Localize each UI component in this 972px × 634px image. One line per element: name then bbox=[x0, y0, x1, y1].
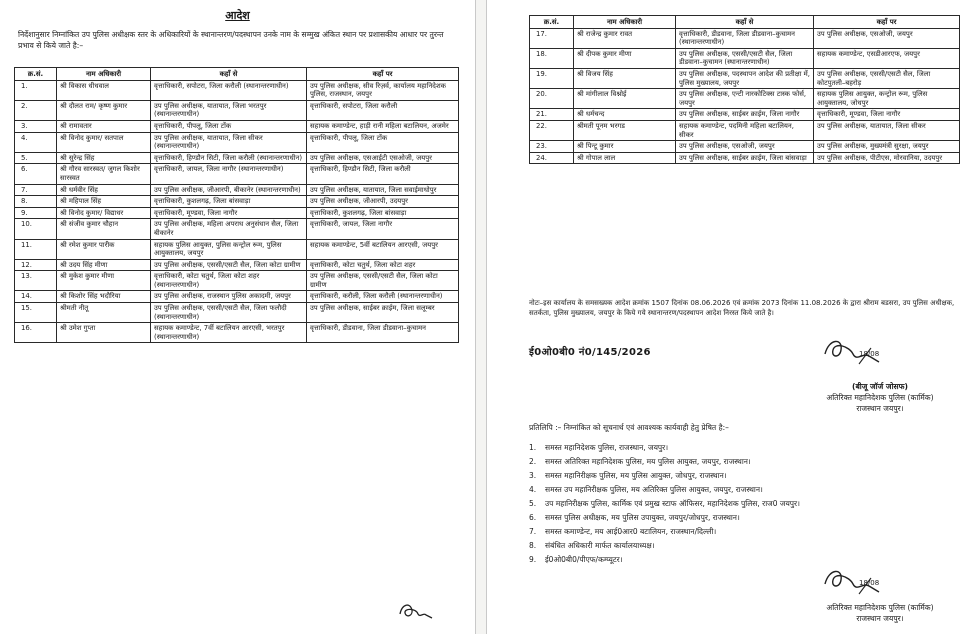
cell-officer-name: श्री विनोद कुमार/ सतपाल bbox=[57, 132, 151, 152]
cell-serial: 15. bbox=[15, 303, 57, 323]
signature-date: 18/08 bbox=[859, 350, 880, 358]
cell-officer-name: श्री विनोद कुमार/ विद्याधर bbox=[57, 207, 151, 219]
cell-officer-name: श्रीमती नीतू bbox=[57, 303, 151, 323]
cell-officer-name: श्री संजीव कुमार चौहान bbox=[57, 219, 151, 239]
table-row bbox=[15, 271, 459, 291]
cell-to: सहायक पुलिस आयुक्त, कन्ट्रोल रूम, पुलिस आयुक्तालय, जोधपुर bbox=[814, 89, 960, 109]
copy-list-number: 8. bbox=[529, 541, 537, 550]
table-row bbox=[15, 259, 459, 271]
cell-serial: 10. bbox=[15, 219, 57, 239]
cell-from: सहायक कमाण्डेन्ट, पदमिनी महिला बटालियन, सीकर bbox=[676, 120, 814, 140]
cell-to: उप पुलिस अधीक्षक, एसआईटी एसओजी, जयपुर bbox=[307, 152, 459, 164]
copy-list-item bbox=[529, 511, 949, 525]
cell-serial: 19. bbox=[530, 68, 574, 88]
cell-officer-name: श्री धर्मवीर सिंह bbox=[57, 184, 151, 196]
cell-serial: 20. bbox=[530, 89, 574, 109]
copy-list-text: संबंधित अधिकारी मार्फत कार्यालयाध्यक्ष। bbox=[545, 541, 655, 550]
header-to: कहाँ पर bbox=[814, 16, 960, 29]
cell-serial: 2. bbox=[15, 100, 57, 120]
cell-to: उप पुलिस अधीक्षक, पीटीएस, मोरवानिया, उदयपुर bbox=[814, 152, 960, 164]
cell-to: वृत्ताधिकारी, पीपलू, जिला टोंक bbox=[307, 132, 459, 152]
cell-officer-name: श्री राजेन्द्र कुमार रावत bbox=[574, 28, 676, 48]
cell-serial: 16. bbox=[15, 323, 57, 343]
cell-serial: 7. bbox=[15, 184, 57, 196]
cell-serial: 11. bbox=[15, 239, 57, 259]
cell-from: उप पुलिस अधीक्षक, महिला अपराध अनुसंधान सैल, जिला बीकानेर bbox=[151, 219, 307, 239]
cell-from: वृत्ताधिकारी, मूण्डवा, जिला नागौर bbox=[151, 207, 307, 219]
cell-from: उप पुलिस अधीक्षक, साईबर क्राईम, जिला नागौर bbox=[676, 109, 814, 121]
header-serial: क्र.सं. bbox=[15, 68, 57, 81]
cell-officer-name: श्री दीपक कुमार मीणा bbox=[574, 48, 676, 68]
table-row bbox=[15, 120, 459, 132]
cell-from: उप पुलिस अधीक्षक, एन्टी नारकोटिक्स टास्क फोर्स, जयपुर bbox=[676, 89, 814, 109]
cell-officer-name: श्री महिपाल सिंह bbox=[57, 196, 151, 208]
cell-to: उप पुलिस अधीक्षक, साईबर क्राईम, जिला सलूम्बर bbox=[307, 303, 459, 323]
copy-list-item bbox=[529, 455, 949, 469]
copy-list-number: 6. bbox=[529, 513, 537, 522]
header-serial: क्र.सं. bbox=[530, 16, 574, 29]
cell-officer-name: श्री मांगीलाल विश्नोई bbox=[574, 89, 676, 109]
order-page-left bbox=[0, 0, 476, 634]
copy-list-number: 2. bbox=[529, 457, 537, 466]
table-row bbox=[530, 141, 960, 153]
cell-to: उप पुलिस अधीक्षक, मुख्यमंत्री सुरक्षा, जयपुर bbox=[814, 141, 960, 153]
table-row bbox=[15, 239, 459, 259]
copy-list-number: 5. bbox=[529, 499, 537, 508]
copy-list-text: समस्त उप महानिरीक्षक पुलिस, मय अतिरिक्त पुलिस आयुक्त, जयपुर, राजस्थान। bbox=[545, 485, 763, 494]
table-row bbox=[530, 28, 960, 48]
cell-serial: 9. bbox=[15, 207, 57, 219]
table-row bbox=[15, 291, 459, 303]
cell-serial: 14. bbox=[15, 291, 57, 303]
cell-to: सहायक कमाण्डेन्ट, 5वीं बटालियन आरएसी, जयपुर bbox=[307, 239, 459, 259]
cell-serial: 13. bbox=[15, 271, 57, 291]
bottom-signatory-title: अतिरिक्त महानिदेशक पुलिस (कार्मिक) bbox=[826, 603, 934, 612]
cell-to: सहायक कमाण्डेन्ट, एसडीआरएफ, जयपुर bbox=[814, 48, 960, 68]
copy-list-item bbox=[529, 483, 949, 497]
cell-officer-name: श्री धर्मचन्द bbox=[574, 109, 676, 121]
cell-from: उप पुलिस अधीक्षक, एसओजी, जयपुर bbox=[676, 141, 814, 153]
cell-officer-name: श्री सुरेन्द्र सिंह bbox=[57, 152, 151, 164]
copy-list bbox=[529, 441, 949, 567]
table-row bbox=[530, 120, 960, 140]
cell-to: वृत्ताधिकारी, हिण्डौन सिटी, जिला करौली bbox=[307, 164, 459, 184]
cell-officer-name: श्री उदय सिंह मीणा bbox=[57, 259, 151, 271]
table-row bbox=[15, 152, 459, 164]
copy-list-text: ई0ओ0बी0/पीएफ/कम्प्यूटर। bbox=[545, 555, 623, 564]
cell-officer-name: श्री उमेश गुप्ता bbox=[57, 323, 151, 343]
table-row bbox=[15, 196, 459, 208]
cell-officer-name: श्री रामावतार bbox=[57, 120, 151, 132]
copy-list-number: 7. bbox=[529, 527, 537, 536]
bottom-signatory-block bbox=[787, 602, 972, 624]
cell-to: वृत्ताधिकारी, जायल, जिला नागौर bbox=[307, 219, 459, 239]
cell-to: उप पुलिस अधीक्षक, जीआरपी, उदयपुर bbox=[307, 196, 459, 208]
order-page-right bbox=[486, 0, 972, 634]
transfer-table-left bbox=[14, 67, 459, 343]
cell-serial: 6. bbox=[15, 164, 57, 184]
cell-from: वृत्ताधिकारी, पीपलू, जिला टोंक bbox=[151, 120, 307, 132]
cell-officer-name: श्री पिन्टू कुमार bbox=[574, 141, 676, 153]
cell-officer-name: श्री गौरव सारस्वत/ जुगल किशोर सारस्वत bbox=[57, 164, 151, 184]
table-header-row bbox=[15, 68, 459, 81]
cell-to: वृत्ताधिकारी, डीडवाना, जिला डीडवाना–कुचामन bbox=[307, 323, 459, 343]
cell-officer-name: श्री मुकेश कुमार मीणा bbox=[57, 271, 151, 291]
copy-list-number: 3. bbox=[529, 471, 537, 480]
order-intro: निर्देशानुसार निम्नांकित उप पुलिस अधीक्षक स्तर के अधिकारियों के स्थानान्तरण/पदस्थापन उनके नाम के सम्मुख अंकित स्थान पर प्रशासकीय आधार पर तुरन्त प्रभाव से किये जाते है:– bbox=[18, 30, 444, 50]
cell-serial: 23. bbox=[530, 141, 574, 153]
table-row bbox=[15, 207, 459, 219]
cell-to: उप पुलिस अधीक्षक, एससी/एसटी सैल, जिला कोटपुतली–बहरोड़ bbox=[814, 68, 960, 88]
copy-list-item bbox=[529, 497, 949, 511]
cell-to: वृत्ताधिकारी, मूण्डवा, जिला नागौर bbox=[814, 109, 960, 121]
cell-officer-name: श्री रमेश कुमार पारीक bbox=[57, 239, 151, 259]
bottom-signatory-place: राजस्थान जयपुर। bbox=[856, 614, 904, 623]
copy-list-number: 1. bbox=[529, 443, 537, 452]
table-header-row bbox=[530, 16, 960, 29]
cell-to: उप पुलिस अधीक्षक, सीव रिज़र्व, कार्यालय महानिदेशक पुलिस, राजस्थान, जयपुर bbox=[307, 80, 459, 100]
cell-from: वृत्ताधिकारी, कुशलगढ़, जिला बांसवाड़ा bbox=[151, 196, 307, 208]
cell-from: वृत्ताधिकारी, डीडवाना, जिला डीडवाना–कुचामन (स्थानान्तरणाधीन) bbox=[676, 28, 814, 48]
cell-to: वृत्ताधिकारी, सपोटरा, जिला करौली bbox=[307, 100, 459, 120]
copy-heading: प्रतिलिपि :– निम्नांकित को सूचनार्थ एवं आवश्यक कार्यवाही हेतु प्रेषित है:– bbox=[529, 423, 729, 432]
order-note: नोटः–इस कार्यालय के समसख्यक आदेश क्रमांक 1507 दिनांक 08.06.2026 एवं क्रमांक 2073 दिनांक 11.08.2026 के द्वारा श्रीराम बडसरा, उप पुलिस अधीक्षक, सतर्कता, पुलिस मुख्यालय, जयपुर के किये गये स्थानान्तरण/पदस्थापन आदेश निरस्त किये जाते है। bbox=[529, 299, 955, 317]
cell-from: उप पुलिस अधीक्षक, एससी/एसटी सैल, जिला डीडवाना–कुचामन (स्थानान्तरणाधीन) bbox=[676, 48, 814, 68]
copy-list-item bbox=[529, 539, 949, 553]
copy-list-item bbox=[529, 525, 949, 539]
copy-list-item bbox=[529, 469, 949, 483]
cell-to: उप पुलिस अधीक्षक, यातायात, जिला सवाईमाधोपुर bbox=[307, 184, 459, 196]
cell-to: उप पुलिस अधीक्षक, यातायात, जिला सीकर bbox=[814, 120, 960, 140]
transfer-table-right bbox=[529, 15, 960, 164]
cell-officer-name: श्री विजय सिंह bbox=[574, 68, 676, 88]
cell-officer-name: श्री किशोर सिंह भदौरिया bbox=[57, 291, 151, 303]
order-number: ई0ओ0बी0 नं0/145/2026 bbox=[529, 347, 651, 358]
cell-to: वृत्ताधिकारी, कुशलगढ़, जिला बांसवाड़ा bbox=[307, 207, 459, 219]
table-row bbox=[15, 132, 459, 152]
table-row bbox=[15, 100, 459, 120]
signatory-place: राजस्थान जयपुर। bbox=[856, 404, 904, 413]
order-title: आदेश bbox=[225, 9, 250, 22]
cell-serial: 1. bbox=[15, 80, 57, 100]
cell-from: वृत्ताधिकारी, कोटा चतुर्थ, जिला कोटा शहर (स्थानान्तरणाधीन) bbox=[151, 271, 307, 291]
cell-serial: 8. bbox=[15, 196, 57, 208]
cell-from: सहायक कमाण्डेन्ट, 7वीं बटालियन आरएसी, भरतपुर (स्थानान्तरणाधीन) bbox=[151, 323, 307, 343]
cell-to: उप पुलिस अधीक्षक, एससी/एसटी सैल, जिला कोटा ग्रामीण bbox=[307, 271, 459, 291]
table-row bbox=[15, 303, 459, 323]
copy-list-number: 9. bbox=[529, 555, 537, 564]
copy-list-text: समस्त कमाण्डेन्ट, मय आई0आर0 बटालियन, राजस्थान/दिल्ली। bbox=[545, 527, 717, 536]
cell-serial: 4. bbox=[15, 132, 57, 152]
copy-list-item bbox=[529, 441, 949, 455]
cell-from: उप पुलिस अधीक्षक, साईबर क्राईम, जिला बांसवाड़ा bbox=[676, 152, 814, 164]
initials-signature bbox=[396, 598, 438, 624]
header-from: कहाँ से bbox=[151, 68, 307, 81]
cell-officer-name: श्रीमती पूनम भरगड bbox=[574, 120, 676, 140]
table-row bbox=[530, 152, 960, 164]
cell-officer-name: श्री दौलत राम/ कृष्ण कुमार bbox=[57, 100, 151, 120]
cell-from: सहायक पुलिस आयुक्त, पुलिस कन्ट्रोल रूम, पुलिस आयुक्तालय, जयपुर bbox=[151, 239, 307, 259]
cell-to: सहायक कमाण्डेन्ट, हाड़ी रानी महिला बटालियन, अजमेर bbox=[307, 120, 459, 132]
table-row bbox=[15, 80, 459, 100]
cell-from: वृत्ताधिकारी, सपोटरा, जिला करौली (स्थानान्तरणाधीन) bbox=[151, 80, 307, 100]
signatory-block bbox=[787, 381, 972, 414]
signatory-name: (बीजू जॉर्ज जोसफ) bbox=[852, 382, 908, 391]
copy-list-text: समस्त अतिरिक्त महानिदेशक पुलिस, मय पुलिस आयुक्त, जयपुर, राजस्थान। bbox=[545, 457, 751, 466]
header-officer-name: नाम अधिकारी bbox=[57, 68, 151, 81]
table-row bbox=[15, 184, 459, 196]
signatory-title: अतिरिक्त महानिदेशक पुलिस (कार्मिक) bbox=[826, 393, 934, 402]
cell-from: उप पुलिस अधीक्षक, यातायात, जिला भरतपुर (स्थानान्तरणाधीन) bbox=[151, 100, 307, 120]
cell-serial: 22. bbox=[530, 120, 574, 140]
copy-list-text: समस्त महानिरीक्षक पुलिस, मय पुलिस आयुक्त, जोधपुर, राजस्थान। bbox=[545, 471, 727, 480]
cell-from: उप पुलिस अधीक्षक, एससी/एसटी सैल, जिला कोटा ग्रामीण bbox=[151, 259, 307, 271]
cell-serial: 17. bbox=[530, 28, 574, 48]
cell-officer-name: श्री गोपाल लाल bbox=[574, 152, 676, 164]
cell-from: वृत्ताधिकारी, हिण्डौन सिटी, जिला करौली (स्थानान्तरणाधीन) bbox=[151, 152, 307, 164]
table-row bbox=[15, 219, 459, 239]
cell-from: वृत्ताधिकारी, जायल, जिला नागौर (स्थानान्तरणाधीन) bbox=[151, 164, 307, 184]
cell-from: उप पुलिस अधीक्षक, यातायात, जिला सीकर (स्थानान्तरणाधीन) bbox=[151, 132, 307, 152]
table-row bbox=[15, 323, 459, 343]
cell-to: उप पुलिस अधीक्षक, एसओजी, जयपुर bbox=[814, 28, 960, 48]
copy-list-text: समस्त महानिदेशक पुलिस, राजस्थान, जयपुर। bbox=[545, 443, 669, 452]
cell-serial: 12. bbox=[15, 259, 57, 271]
cell-officer-name: श्री विकास धीधवाल bbox=[57, 80, 151, 100]
header-officer-name: नाम अधिकारी bbox=[574, 16, 676, 29]
cell-from: उप पुलिस अधीक्षक, राजस्थान पुलिस अकादमी, जयपुर bbox=[151, 291, 307, 303]
copy-list-number: 4. bbox=[529, 485, 537, 494]
cell-from: उप पुलिस अधीक्षक, एससी/एसटी सैल, जिला फलौदी (स्थानान्तरणाधीन) bbox=[151, 303, 307, 323]
copy-list-text: उप महानिरीक्षक पुलिस, कार्मिक एवं प्रमुख स्टाफ ऑफिसर, महानिदेशक पुलिस, राज0 जयपुर। bbox=[545, 499, 800, 508]
cell-serial: 24. bbox=[530, 152, 574, 164]
copy-list-text: समस्त पुलिस अधीक्षक, मय पुलिस उपायुक्त, जयपुर/जोधपुर, राजस्थान। bbox=[545, 513, 740, 522]
table-row bbox=[15, 164, 459, 184]
header-to: कहाँ पर bbox=[307, 68, 459, 81]
table-row bbox=[530, 109, 960, 121]
table-row bbox=[530, 68, 960, 88]
cell-from: उप पुलिस अधीक्षक, पदस्थापन आदेश की प्रतीक्षा में, पुलिस मुख्यालय, जयपुर bbox=[676, 68, 814, 88]
cell-serial: 5. bbox=[15, 152, 57, 164]
bottom-signature-date: 18/08 bbox=[859, 579, 880, 587]
cell-serial: 18. bbox=[530, 48, 574, 68]
cell-to: वृत्ताधिकारी, करौली, जिला करौली (स्थानान्तरणाधीन) bbox=[307, 291, 459, 303]
cell-from: उप पुलिस अधीक्षक, जीआरपी, बीकानेर (स्थानान्तरणाधीन) bbox=[151, 184, 307, 196]
cell-to: वृत्ताधिकारी, कोटा चतुर्थ, जिला कोटा शहर bbox=[307, 259, 459, 271]
cell-serial: 21. bbox=[530, 109, 574, 121]
cell-serial: 3. bbox=[15, 120, 57, 132]
table-row bbox=[530, 89, 960, 109]
header-from: कहाँ से bbox=[676, 16, 814, 29]
table-row bbox=[530, 48, 960, 68]
